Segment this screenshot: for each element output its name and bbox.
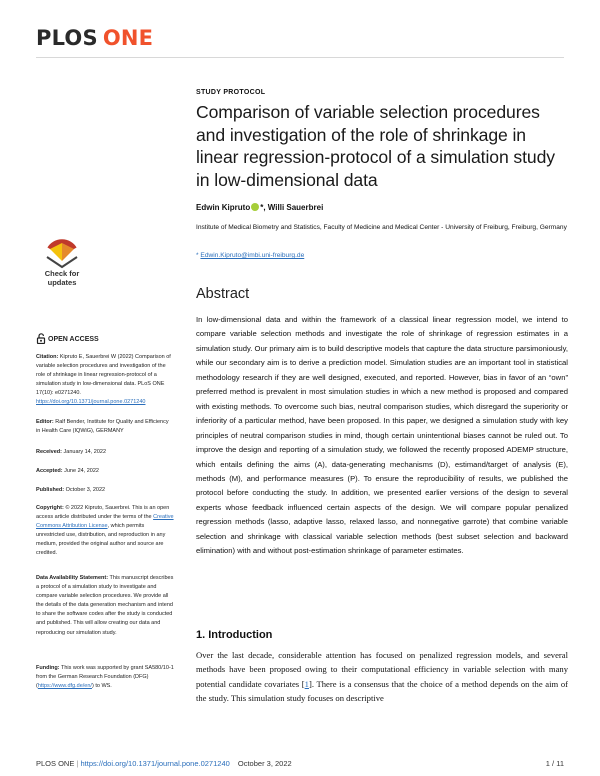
data-availability-block — [36, 574, 174, 638]
funding-text-end: ) to WS. — [91, 683, 112, 690]
open-lock-icon — [36, 333, 46, 344]
data-availability-label: Data Availability Statement: — [36, 575, 109, 581]
introduction-text — [196, 648, 568, 705]
copyright-label: Copyright: — [36, 505, 64, 511]
published-block — [36, 486, 174, 495]
license-link[interactable]: Creative Commons Attribution License — [36, 514, 174, 530]
check-for-updates-icon[interactable] — [36, 237, 88, 299]
copyright-text: © 2022 Kipruto, Sauerbrei. This is an open access article distributed under the terms of the — [36, 505, 170, 521]
reference-link[interactable]: 1 — [304, 678, 309, 689]
orcid-icon[interactable] — [251, 203, 259, 211]
abstract-heading: Abstract — [196, 286, 250, 302]
header-divider — [36, 57, 564, 58]
accepted-label: Accepted: — [36, 468, 63, 474]
author-name: , Willi Sauerbrei — [263, 203, 324, 212]
citation-block — [36, 353, 174, 408]
page-number: 1 / 11 — [545, 759, 564, 768]
published-label: Published: — [36, 487, 65, 493]
received-block — [36, 448, 174, 457]
journal-logo-one: ONE — [102, 26, 154, 50]
abstract-text: In low-dimensional data and within the framework of a classical linear regression model, we intend to compare variable selection methods and investigate the role of shrinkage of regression estimates in a simulation study. Our primary aim is to build descriptive models that capture the data structure parsimoniously, while our secondary aim is to derive a prediction model. Simulation studies are an important tool in statistical methodology research if they are well designed, executed, and reported. However, bias in favor of an “own” preferred method is prevalent in most simulation studies in which a new method is proposed and compared with existing methods. To overcome such bias, neutral comparison studies, which disregard the superiority or inferiority of a particular method, have been proposed. In this paper, we designed a simulation study with key principles of neutral comparison studies in mind, though certain unintentional biases cannot be ruled out. To improve the design and reporting of a simulation study, we followed the recently proposed ADEMP structure, which entails defining the aims (A), data-generating mechanisms (D), estimand/target of analysis (E), methods (M), and performance measures (P). To ensure the reproducibility of results, we published the protocol before conducting the study. In addition, we presented earlier versions of the design to several experts whose feedback influenced certain aspects of the design. We will compare popular penalized regression methods (lasso, adaptive lasso, relaxed lasso, and nonnegative garrote) that combine variable selection and shrinkage with classical variable selection methods (best subset selection and backward elimination) with and without post-estimation shrinkage of parameter estimates. — [196, 315, 568, 556]
received-date: January 14, 2022 — [63, 449, 107, 455]
data-availability-text: This manuscript describes a protocol of a simulation study to investigate and compare variable selection procedures. We provide all the details of the data generation mechanism and intend to share the software codes after the study is conducted and published. This will allow creating our data and reproducing our simulation study. — [36, 575, 174, 636]
funding-label: Funding: — [36, 665, 60, 671]
accepted-block — [36, 467, 174, 476]
corresponding-email — [196, 252, 568, 259]
published-date: October 3, 2022 — [65, 487, 106, 493]
funding-text: This work was supported by grant SA580/10-1 from the German Research Foundation (DFG) ( — [36, 665, 174, 690]
journal-logo — [36, 26, 153, 50]
journal-logo-plos: PLOS — [36, 26, 98, 50]
citation-label: Citation: — [36, 354, 59, 360]
footer-date: October 3, 2022 — [237, 759, 292, 768]
funding-link[interactable]: https://www.dfg.de/en/ — [37, 683, 92, 690]
email-mark: * — [196, 252, 199, 259]
editor-label: Editor: — [36, 419, 54, 425]
corresponding-mark: * — [260, 203, 264, 212]
introduction-text-start: Over the last decade, considerable attention has focused on penalized regression models, and several methods have been proposed owing to their computational efficiency in variable selection with many potential candidate covariates [ — [196, 650, 568, 689]
footer-doi-link[interactable]: https://doi.org/10.1371/journal.pone.0271240 — [80, 759, 230, 768]
affiliation: Institute of Medical Biometry and Statistics, Faculty of Medicine and Medical Center - University of Freiburg, Freiburg, Germany — [196, 224, 567, 231]
introduction-heading: 1. Introduction — [196, 629, 273, 641]
copyright-text-end: , which permits unrestricted use, distribution, and reproduction in any medium, provided the original author and source are credited. — [36, 523, 166, 557]
editor-block — [36, 418, 174, 436]
introduction-text-end: ]. There is a consensus that the choice of a method depends on the aim of the study. This simulation study focuses on descriptive — [196, 678, 568, 703]
copyright-block — [36, 504, 174, 559]
email-link[interactable]: Edwin.Kipruto@imbi.uni-freiburg.de — [200, 252, 305, 259]
received-label: Received: — [36, 449, 62, 455]
citation-text: Kipruto E, Sauerbrei W (2022) Comparison of variable selection procedures and investigation of the role of shrinkage in linear regression-protocol of a simulation study in low-dimensional data. PLoS ONE 17(10): e0271240. — [36, 354, 171, 397]
author-list — [196, 203, 568, 212]
editor-text: Ralf Bender, Institute for Quality and Efficiency in Health Care (IQWiG), GERMANY — [36, 419, 169, 435]
author-name: Edwin Kipruto — [196, 203, 251, 212]
citation-doi-link[interactable]: https://doi.org/10.1371/journal.pone.0271240 — [36, 399, 146, 406]
open-access-badge — [36, 333, 174, 344]
article-type: STUDY PROTOCOL — [196, 89, 266, 96]
open-access-label: OPEN ACCESS — [48, 336, 99, 343]
check-for-updates-label[interactable]: Check for updates — [44, 269, 80, 287]
footer-journal: PLOS ONE — [36, 759, 75, 768]
footer-separator: | — [76, 759, 79, 768]
accepted-date: June 24, 2022 — [64, 468, 99, 474]
article-title: Comparison of variable selection procedures and investigation of the role of shrinkage in linear regression-protocol of a simulation study in low-dimensional data — [196, 102, 555, 190]
funding-block — [36, 664, 174, 691]
page-footer — [36, 759, 564, 768]
